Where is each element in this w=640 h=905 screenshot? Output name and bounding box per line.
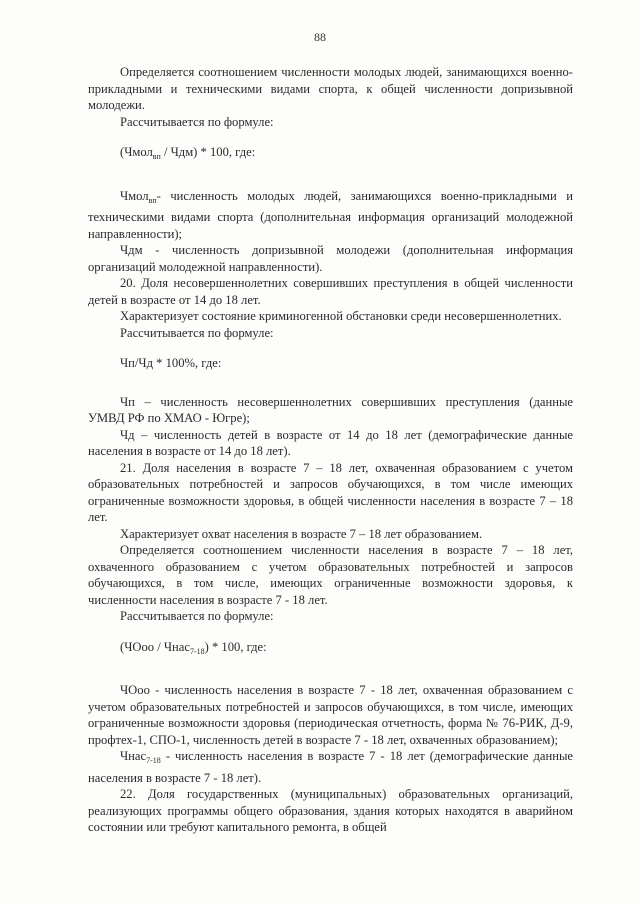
formula-3: (ЧОоо / Чнас$_{7-18}$) * 100, где:	[120, 639, 267, 656]
formula-2: Чп/Чд * 100%, где:	[120, 356, 222, 370]
paragraph-item-21-definition: Определяется соотношением численности населения в возрасте 7 – 18 лет, охваченного образованием с учетом образовательных потребностей и запросов обучающихся, в том числе, имеющих ограниченные возможности здоровья, к численности населения в возрасте 7 - 18 лет.	[88, 543, 573, 607]
definition-chd: Чд – численность детей в возрасте от 14 до 18 лет (демографические данные населения в возрасте от 14 до 18 лет).	[88, 427, 573, 458]
paragraph-item-20: 20. Доля несовершеннолетних совершивших преступления в общей численности детей в возрасте от 14 до 18 лет.	[88, 276, 573, 307]
document-body	[88, 64, 573, 836]
paragraph-definition: Определяется соотношением численности молодых людей, занимающихся военно-прикладными и техническими видами спорта, к общей численности допризывной молодежи.	[88, 65, 573, 112]
definition-chp: Чп – численность несовершеннолетних совершивших преступления (данные УМВД РФ по ХМАО - Югре);	[88, 394, 573, 425]
formula-1: (Чмол$_{вп}$ / Чдм) * 100, где:	[120, 145, 256, 161]
paragraph-item-21-characterizes: Характеризует охват населения в возрасте 7 – 18 лет образованием.	[120, 526, 483, 541]
page-number: 88	[314, 30, 326, 44]
definition-chmol: Чмол$_{вп}$- численность молодых людей, занимающихся военно-прикладными и техническими видами спорта (дополнительная информация организаций молодежной направленности);	[88, 188, 573, 241]
paragraph-item-21: 21. Доля населения в возрасте 7 – 18 лет, охваченная образованием с учетом образовательных потребностей и запросов обучающихся, в том числе имеющих ограниченные возможности здоровья, в общей численности населения в возрасте 7 – 18 лет.	[88, 460, 573, 524]
definition-chdm: Чдм - численность допризывной молодежи (дополнительная информация организаций молодежной направленности).	[88, 243, 573, 274]
paragraph-item-20-characterizes: Характеризует состояние криминогенной обстановки среди несовершеннолетних.	[120, 309, 562, 323]
paragraph-item-22: 22. Доля государственных (муниципальных) образовательных организаций, реализующих программы общего образования, здания которых находятся в аварийном состоянии или требуют капитального ремонта, в общей	[88, 787, 573, 834]
paragraph-formula-intro: Рассчитывается по формуле:	[120, 114, 274, 129]
paragraph-item-21-formula-intro: Рассчитывается по формуле:	[120, 609, 274, 623]
definition-choo: ЧОоо - численность населения в возрасте 7 - 18 лет, охваченная образованием с учетом образовательных потребностей и запросов обучающихся, в том числе, имеющих ограниченные возможности здоровья (периодическая отчетность, форма № 76-РИК, Д-9, профтех-1, СПО-1, численность детей в возрасте 7 - 18 лет, охваченных образованием);	[88, 683, 573, 747]
paragraph-item-20-formula-intro: Рассчитывается по формуле:	[120, 325, 274, 340]
definition-chnas: Чнас$_{7-18}$ - численность населения в возрасте 7 - 18 лет (демографические данные населения в возрасте 7 - 18 лет).	[88, 749, 573, 785]
